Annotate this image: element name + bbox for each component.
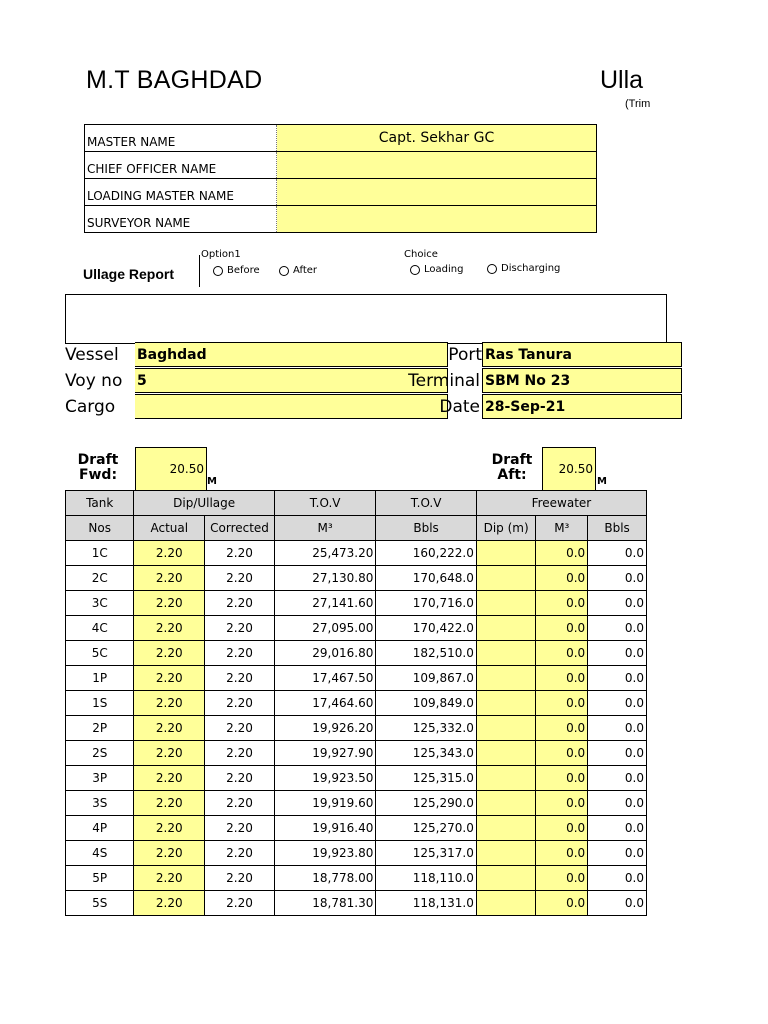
fw-m3-cell: 0.0 (536, 716, 588, 741)
fw-m3-cell: 0.0 (536, 591, 588, 616)
fw-m3-cell: 0.0 (536, 766, 588, 791)
fw-dip-cell[interactable] (476, 841, 536, 866)
table-header-row (66, 491, 647, 516)
table-row (66, 691, 647, 716)
corrected-ullage-cell: 2.20 (205, 691, 275, 716)
choice-group-title: Choice (404, 249, 438, 260)
table-row (66, 866, 647, 891)
table-body (66, 541, 647, 916)
tank-no-cell: 2P (66, 716, 134, 741)
col-fw-dip: Dip (m) (476, 516, 536, 541)
master-name-label: MASTER NAME (85, 125, 277, 151)
radio-circle-icon (487, 264, 497, 274)
fw-dip-cell[interactable] (476, 716, 536, 741)
info-row (65, 394, 665, 420)
fw-dip-cell[interactable] (476, 666, 536, 691)
col-freewater: Freewater (476, 491, 646, 516)
names-row (85, 125, 596, 152)
voy-label: Voy no (65, 371, 123, 391)
fw-bbls-cell: 0.0 (588, 891, 647, 916)
tov-bbls-cell: 118,110.0 (376, 866, 476, 891)
radio-circle-icon (410, 265, 420, 275)
fw-bbls-cell: 0.0 (588, 566, 647, 591)
corrected-ullage-cell: 2.20 (205, 641, 275, 666)
surveyor-label: SURVEYOR NAME (85, 206, 277, 232)
tov-m3-cell: 18,781.30 (274, 891, 375, 916)
actual-ullage-cell[interactable]: 2.20 (134, 741, 205, 766)
table-row (66, 891, 647, 916)
ullage-report-label: Ullage Report (83, 266, 175, 282)
table-row (66, 716, 647, 741)
tov-m3-cell: 19,919.60 (274, 791, 375, 816)
info-row (65, 342, 665, 368)
tov-m3-cell: 19,916.40 (274, 816, 375, 841)
tov-bbls-cell: 125,332.0 (376, 716, 476, 741)
fw-bbls-cell: 0.0 (588, 866, 647, 891)
radio-after[interactable] (279, 265, 317, 276)
draft-fwd-field[interactable]: 20.50 (135, 447, 207, 490)
table-row (66, 741, 647, 766)
tank-no-cell: 4S (66, 841, 134, 866)
tank-no-cell: 5S (66, 891, 134, 916)
actual-ullage-cell[interactable]: 2.20 (134, 841, 205, 866)
fw-dip-cell[interactable] (476, 866, 536, 891)
fw-dip-cell[interactable] (476, 616, 536, 641)
report-subtitle: (Trim (625, 98, 651, 110)
tov-bbls-cell: 118,131.0 (376, 891, 476, 916)
tank-no-cell: 3S (66, 791, 134, 816)
draft-aft-unit: M (597, 476, 607, 487)
terminal-label: Terminal (408, 371, 480, 391)
tov-m3-cell: 17,467.50 (274, 666, 375, 691)
fw-bbls-cell: 0.0 (588, 641, 647, 666)
table-row (66, 766, 647, 791)
ship-title: M.T BAGHDAD (86, 66, 263, 94)
tov-bbls-cell: 170,648.0 (376, 566, 476, 591)
fw-dip-cell[interactable] (476, 816, 536, 841)
actual-ullage-cell[interactable]: 2.20 (134, 891, 205, 916)
report-title: Ulla (600, 66, 644, 94)
tov-bbls-cell: 125,317.0 (376, 841, 476, 866)
fw-dip-cell[interactable] (476, 766, 536, 791)
col-nos: Nos (66, 516, 134, 541)
fw-m3-cell: 0.0 (536, 641, 588, 666)
corrected-ullage-cell: 2.20 (205, 766, 275, 791)
radio-circle-icon (279, 266, 289, 276)
cargo-field[interactable] (135, 394, 448, 419)
tank-no-cell: 5C (66, 641, 134, 666)
corrected-ullage-cell: 2.20 (205, 566, 275, 591)
option-group-title: Option1 (201, 249, 241, 260)
actual-ullage-cell[interactable]: 2.20 (134, 691, 205, 716)
actual-ullage-cell[interactable]: 2.20 (134, 816, 205, 841)
draft-fwd-label: Draft Fwd: (77, 452, 119, 483)
tov-m3-cell: 25,473.20 (274, 541, 375, 566)
corrected-ullage-cell: 2.20 (205, 666, 275, 691)
tank-no-cell: 1C (66, 541, 134, 566)
tank-no-cell: 3P (66, 766, 134, 791)
draft-aft-field[interactable]: 20.50 (542, 447, 596, 490)
names-row (85, 206, 596, 233)
actual-ullage-cell[interactable]: 2.20 (134, 566, 205, 591)
corrected-ullage-cell: 2.20 (205, 716, 275, 741)
radio-discharging[interactable] (487, 263, 560, 274)
vessel-field[interactable]: Baghdad (135, 342, 448, 367)
draft-fwd-unit: M (207, 476, 217, 487)
col-bbls: Bbls (376, 516, 476, 541)
tank-no-cell: 3C (66, 591, 134, 616)
tov-bbls-cell: 125,270.0 (376, 816, 476, 841)
date-field[interactable]: 28-Sep-21 (482, 394, 682, 419)
fw-bbls-cell: 0.0 (588, 691, 647, 716)
tank-no-cell: 1S (66, 691, 134, 716)
tov-m3-cell: 17,464.60 (274, 691, 375, 716)
tov-bbls-cell: 170,716.0 (376, 591, 476, 616)
fw-m3-cell: 0.0 (536, 541, 588, 566)
tov-bbls-cell: 160,222.0 (376, 541, 476, 566)
fw-bbls-cell: 0.0 (588, 816, 647, 841)
fw-bbls-cell: 0.0 (588, 791, 647, 816)
radio-before[interactable] (213, 265, 260, 276)
tank-no-cell: 2S (66, 741, 134, 766)
tank-no-cell: 1P (66, 666, 134, 691)
radio-circle-icon (213, 266, 223, 276)
tov-m3-cell: 19,923.50 (274, 766, 375, 791)
tov-m3-cell: 18,778.00 (274, 866, 375, 891)
cargo-label: Cargo (65, 397, 116, 417)
col-tov-bbls: T.O.V (376, 491, 476, 516)
table-subheader-row (66, 516, 647, 541)
names-row (85, 179, 596, 206)
fw-bbls-cell: 0.0 (588, 716, 647, 741)
actual-ullage-cell[interactable]: 2.20 (134, 791, 205, 816)
fw-m3-cell: 0.0 (536, 891, 588, 916)
fw-dip-cell[interactable] (476, 891, 536, 916)
fw-dip-cell[interactable] (476, 541, 536, 566)
fw-m3-cell: 0.0 (536, 741, 588, 766)
actual-ullage-cell[interactable]: 2.20 (134, 716, 205, 741)
actual-ullage-cell[interactable]: 2.20 (134, 641, 205, 666)
table-row (66, 591, 647, 616)
actual-ullage-cell[interactable]: 2.20 (134, 866, 205, 891)
radio-loading[interactable] (410, 264, 463, 275)
names-table (84, 124, 597, 233)
fw-bbls-cell: 0.0 (588, 741, 647, 766)
tov-m3-cell: 19,923.80 (274, 841, 375, 866)
actual-ullage-cell[interactable]: 2.20 (134, 591, 205, 616)
col-tov-m3: T.O.V (274, 491, 375, 516)
header-box (65, 294, 667, 344)
corrected-ullage-cell: 2.20 (205, 866, 275, 891)
date-label: Date (439, 397, 480, 417)
table-row (66, 641, 647, 666)
col-m3: M³ (274, 516, 375, 541)
corrected-ullage-cell: 2.20 (205, 841, 275, 866)
fw-bbls-cell: 0.0 (588, 591, 647, 616)
table-row (66, 566, 647, 591)
table-row (66, 666, 647, 691)
fw-dip-cell[interactable] (476, 566, 536, 591)
voy-field[interactable]: 5 (135, 368, 448, 393)
fw-m3-cell: 0.0 (536, 866, 588, 891)
master-name-field[interactable]: Capt. Sekhar GC (277, 125, 596, 151)
fw-m3-cell: 0.0 (536, 691, 588, 716)
table-row (66, 841, 647, 866)
draft-aft-label: Draft Aft: (491, 452, 533, 483)
tov-bbls-cell: 125,315.0 (376, 766, 476, 791)
option-divider (199, 255, 200, 287)
fw-m3-cell: 0.0 (536, 666, 588, 691)
fw-m3-cell: 0.0 (536, 616, 588, 641)
fw-m3-cell: 0.0 (536, 816, 588, 841)
col-dip-ullage: Dip/Ullage (134, 491, 275, 516)
port-field[interactable]: Ras Tanura (482, 342, 682, 367)
fw-m3-cell: 0.0 (536, 566, 588, 591)
fw-dip-cell[interactable] (476, 691, 536, 716)
tank-table (65, 490, 647, 916)
tov-bbls-cell: 109,849.0 (376, 691, 476, 716)
fw-bbls-cell: 0.0 (588, 841, 647, 866)
tov-bbls-cell: 125,343.0 (376, 741, 476, 766)
tov-bbls-cell: 125,290.0 (376, 791, 476, 816)
table-row (66, 541, 647, 566)
fw-bbls-cell: 0.0 (588, 666, 647, 691)
surveyor-field[interactable] (277, 206, 596, 232)
loading-master-field[interactable] (277, 179, 596, 205)
fw-m3-cell: 0.0 (536, 841, 588, 866)
tov-m3-cell: 19,926.20 (274, 716, 375, 741)
actual-ullage-cell[interactable]: 2.20 (134, 616, 205, 641)
col-corrected: Corrected (205, 516, 275, 541)
fw-bbls-cell: 0.0 (588, 541, 647, 566)
tov-m3-cell: 27,095.00 (274, 616, 375, 641)
tov-bbls-cell: 170,422.0 (376, 616, 476, 641)
fw-m3-cell: 0.0 (536, 791, 588, 816)
fw-bbls-cell: 0.0 (588, 766, 647, 791)
chief-officer-field[interactable] (277, 152, 596, 178)
table-row (66, 616, 647, 641)
info-row (65, 368, 665, 394)
fw-bbls-cell: 0.0 (588, 616, 647, 641)
chief-officer-label: CHIEF OFFICER NAME (85, 152, 277, 178)
tank-no-cell: 4C (66, 616, 134, 641)
vessel-label: Vessel (65, 345, 119, 365)
table-row (66, 791, 647, 816)
fw-dip-cell[interactable] (476, 591, 536, 616)
col-actual: Actual (134, 516, 205, 541)
corrected-ullage-cell: 2.20 (205, 791, 275, 816)
tov-m3-cell: 19,927.90 (274, 741, 375, 766)
tov-m3-cell: 27,130.80 (274, 566, 375, 591)
radio-after-label: After (293, 265, 318, 276)
fw-dip-cell[interactable] (476, 741, 536, 766)
radio-loading-label: Loading (424, 264, 464, 275)
col-fw-bbls: Bbls (588, 516, 647, 541)
port-label: Port (448, 345, 482, 365)
corrected-ullage-cell: 2.20 (205, 616, 275, 641)
fw-dip-cell[interactable] (476, 641, 536, 666)
tank-no-cell: 4P (66, 816, 134, 841)
names-row (85, 152, 596, 179)
tov-m3-cell: 29,016.80 (274, 641, 375, 666)
radio-discharging-label: Discharging (501, 263, 561, 274)
radio-before-label: Before (227, 265, 260, 276)
tov-bbls-cell: 109,867.0 (376, 666, 476, 691)
corrected-ullage-cell: 2.20 (205, 891, 275, 916)
actual-ullage-cell[interactable]: 2.20 (134, 541, 205, 566)
corrected-ullage-cell: 2.20 (205, 591, 275, 616)
col-fw-m3: M³ (536, 516, 588, 541)
tank-no-cell: 2C (66, 566, 134, 591)
terminal-field[interactable]: SBM No 23 (482, 368, 682, 393)
corrected-ullage-cell: 2.20 (205, 816, 275, 841)
corrected-ullage-cell: 2.20 (205, 541, 275, 566)
table-row (66, 816, 647, 841)
actual-ullage-cell[interactable]: 2.20 (134, 766, 205, 791)
actual-ullage-cell[interactable]: 2.20 (134, 666, 205, 691)
loading-master-label: LOADING MASTER NAME (85, 179, 277, 205)
tov-bbls-cell: 182,510.0 (376, 641, 476, 666)
tank-no-cell: 5P (66, 866, 134, 891)
tov-m3-cell: 27,141.60 (274, 591, 375, 616)
col-tank: Tank (66, 491, 134, 516)
fw-dip-cell[interactable] (476, 791, 536, 816)
corrected-ullage-cell: 2.20 (205, 741, 275, 766)
